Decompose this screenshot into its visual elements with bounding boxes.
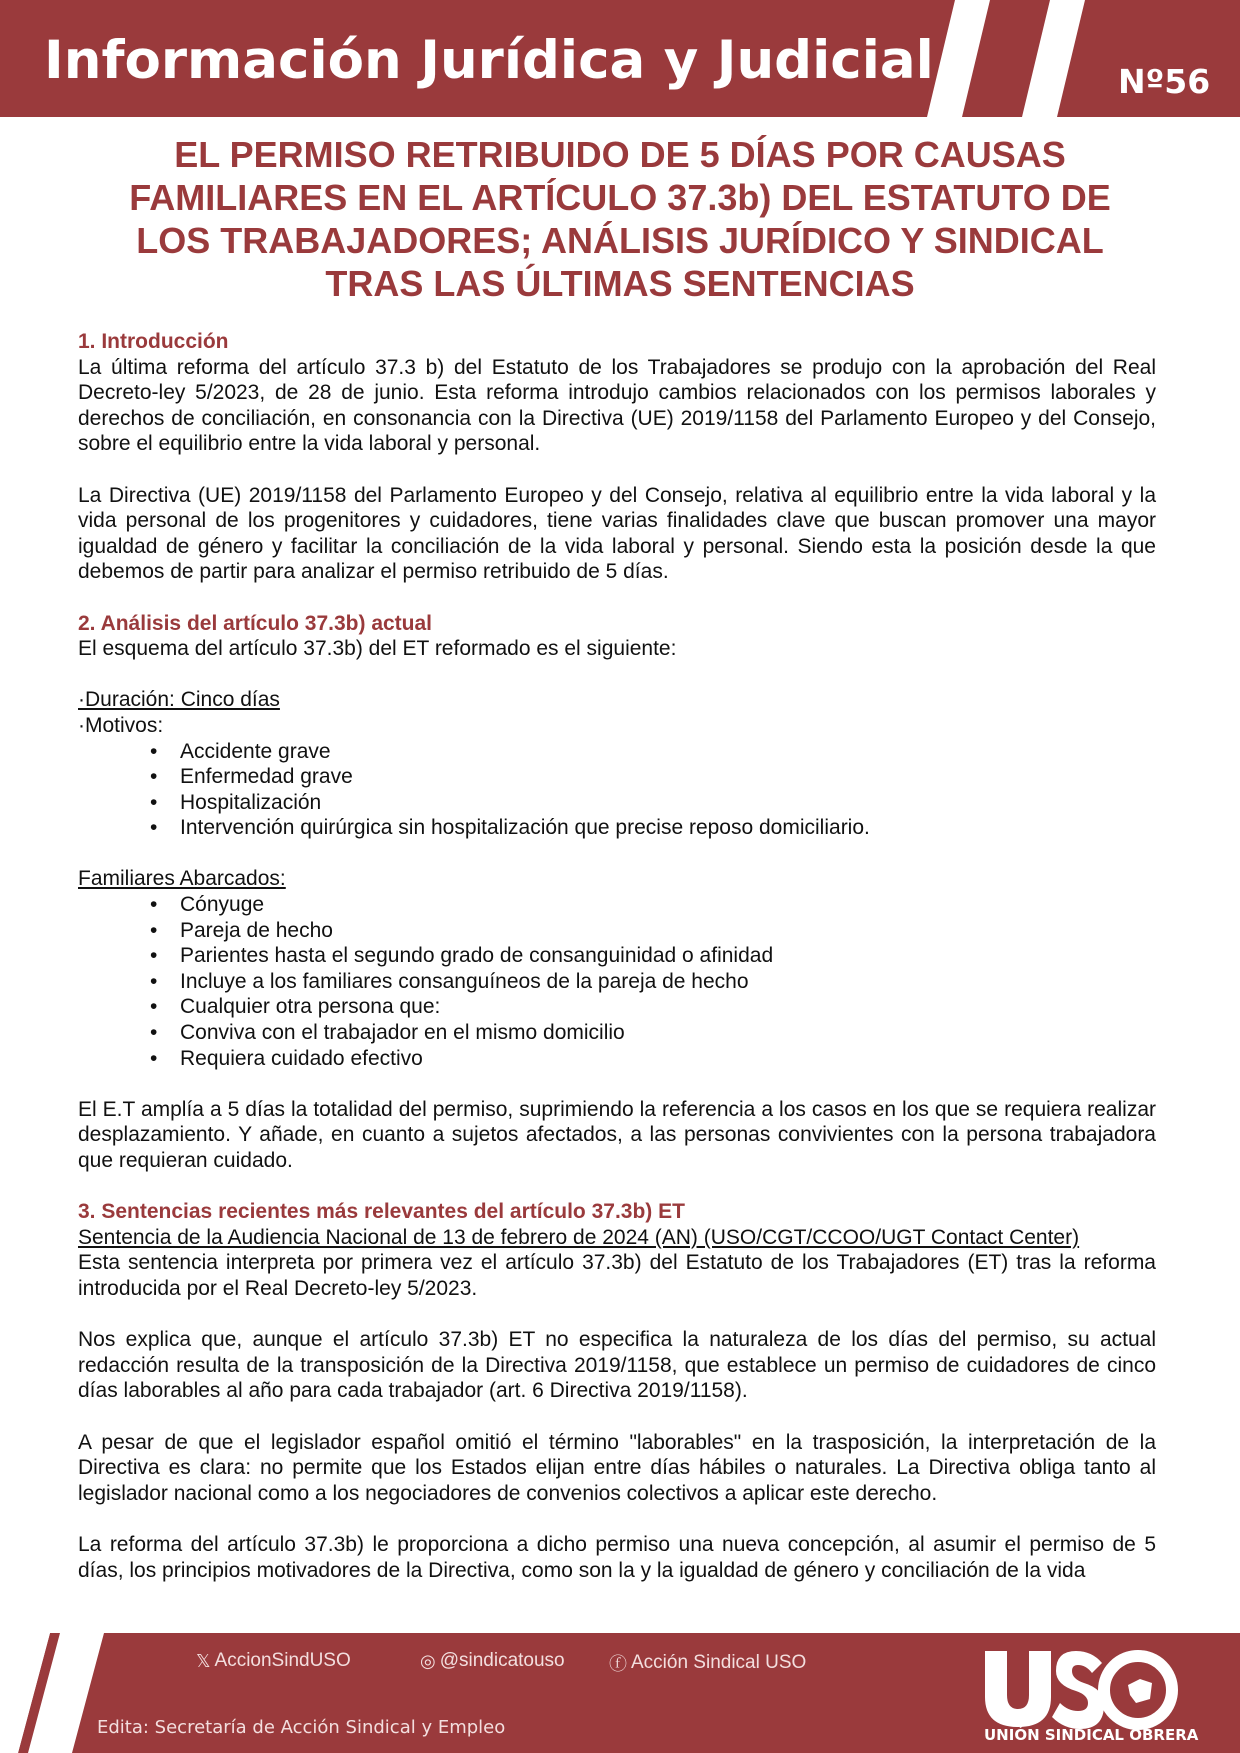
document-title bbox=[70, 133, 1170, 305]
footer-banner bbox=[0, 1633, 1240, 1753]
section-heading-analysis: 2. Análisis del artículo 37.3b) actual bbox=[78, 611, 433, 635]
title-line: TRAS LAS ÚLTIMAS SENTENCIAS bbox=[325, 263, 915, 304]
instagram-icon: ◎ bbox=[420, 1650, 436, 1671]
section-heading-introduction: 1. Introducción bbox=[78, 330, 229, 353]
paragraph: Nos explica que, aunque el artículo 37.3b) ET no especifica la naturaleza de los días del permiso, su actual redacción resulta de la transposición de la Directiva 2019/1158, que establece un permiso de cuidadores de cinco días laborables al año para cada trabajador (art. 6 Directiva 2019/1158). bbox=[78, 1328, 1156, 1403]
paragraph: La Directiva (UE) 2019/1158 del Parlamento Europeo y del Consejo, relativa al equilibrio entre la vida laboral y la vida personal de los progenitores y cuidadores, tiene varias finalidades clave que buscan promover una mayor igualdad de género y facilitar la conciliación de la vida laboral y personal. Siendo esta la posición desde la que debemos de partir para analizar el permiso retribuido de 5 días. bbox=[78, 483, 1156, 584]
social-handle: @sindicatouso bbox=[439, 1650, 565, 1671]
list-item: • Pareja de hecho bbox=[180, 918, 1156, 944]
paragraph: La reforma del artículo 37.3b) le proporciona a dicho permiso una nueva concepción, al asumir el permiso de 5 días, los principios motivadores de la Directiva, como son la y la igualdad de género y conciliación de la vida bbox=[78, 1532, 1156, 1582]
list-item: • Enfermedad grave bbox=[180, 764, 1156, 790]
duration-label: ·Duración: Cinco días bbox=[78, 688, 280, 712]
article-body bbox=[78, 329, 1156, 1583]
social-instagram[interactable] bbox=[420, 1650, 565, 1672]
family-label: Familiares Abarcados: bbox=[78, 867, 286, 891]
list-item: • Cónyuge bbox=[180, 892, 1156, 918]
title-line: EL PERMISO RETRIBUIDO DE 5 DÍAS POR CAUSAS bbox=[174, 134, 1066, 175]
logo-caption: UNIÓN SINDICAL OBRERA bbox=[984, 1726, 1199, 1744]
list-item: • Incluye a los familiares consanguíneos de la pareja de hecho bbox=[180, 969, 1156, 995]
paragraph: A pesar de que el legislador español omitió el término "laborables" en la trasposición, la interpretación de la Directiva es clara: no permite que los Estados elijan entre días hábiles o naturales. La Directiva obliga tanto al legislador nacional como a los negociadores de convenios colectivos a aplicar este derecho. bbox=[78, 1430, 1156, 1505]
list-item: • Requiera cuidado efectivo bbox=[180, 1046, 1156, 1072]
editor-credit: Edita: Secretaría de Acción Sindical y Empleo bbox=[97, 1717, 506, 1738]
social-facebook[interactable] bbox=[609, 1650, 806, 1676]
list-item: • Intervención quirúrgica sin hospitalización que precise reposo domiciliario. bbox=[180, 815, 1156, 841]
social-handle: AccionSindUSO bbox=[214, 1650, 351, 1671]
social-x[interactable] bbox=[196, 1650, 351, 1672]
list-item: • Hospitalización bbox=[180, 790, 1156, 816]
title-line: FAMILIARES EN EL ARTÍCULO 37.3b) DEL ESTATUTO DE bbox=[129, 177, 1111, 218]
list-item: • Cualquier otra persona que: bbox=[180, 994, 1156, 1020]
family-list bbox=[78, 892, 1156, 1071]
list-item: • Accidente grave bbox=[180, 739, 1156, 765]
title-line: LOS TRABAJADORES; ANÁLISIS JURÍDICO Y SINDICAL bbox=[136, 220, 1104, 261]
ruling-subheading: Sentencia de la Audiencia Nacional de 13 de febrero de 2024 (AN) (USO/CGT/CCOO/UGT Contact Center) bbox=[78, 1225, 1080, 1249]
publication-title: Información Jurídica y Judicial bbox=[44, 30, 934, 91]
x-icon: 𝕏 bbox=[196, 1650, 211, 1671]
header-banner bbox=[0, 0, 1240, 117]
section-heading-rulings: 3. Sentencias recientes más relevantes del artículo 37.3b) ET bbox=[78, 1200, 685, 1224]
social-handle: Acción Sindical USO bbox=[631, 1652, 807, 1673]
facebook-icon: ⓕ bbox=[609, 1654, 627, 1674]
list-item: • Conviva con el trabajador en el mismo domicilio bbox=[180, 1020, 1156, 1046]
list-item: • Parientes hasta el segundo grado de consanguinidad o afinidad bbox=[180, 943, 1156, 969]
paragraph: Esta sentencia interpreta por primera vez el artículo 37.3b) del Estatuto de los Trabajadores (ET) tras la reforma introducida por el Real Decreto-ley 5/2023. bbox=[78, 1251, 1156, 1300]
paragraph: La última reforma del artículo 37.3 b) del Estatuto de los Trabajadores se produjo con la aprobación del Real Decreto-ley 5/2023, de 28 de junio. Esta reforma introdujo cambios relacionados con los permisos laborales y derechos de conciliación, en consonancia con la Directiva (UE) 2019/1158 del Parlamento Europeo y del Consejo, sobre el equilibrio entre la vida laboral y personal. bbox=[78, 355, 1156, 456]
paragraph: El E.T amplía a 5 días la totalidad del permiso, suprimiendo la referencia a los casos en los que se requiera realizar desplazamiento. Y añade, en cuanto a sujetos afectados, a las personas convivientes con la persona trabajadora que requieran cuidado. bbox=[78, 1097, 1156, 1172]
motives-label: ·Motivos: bbox=[78, 713, 164, 737]
paragraph: El esquema del artículo 37.3b) del ET reformado es el siguiente: bbox=[78, 637, 677, 661]
motives-list bbox=[78, 739, 1156, 841]
issue-number: Nº56 bbox=[1118, 62, 1211, 101]
